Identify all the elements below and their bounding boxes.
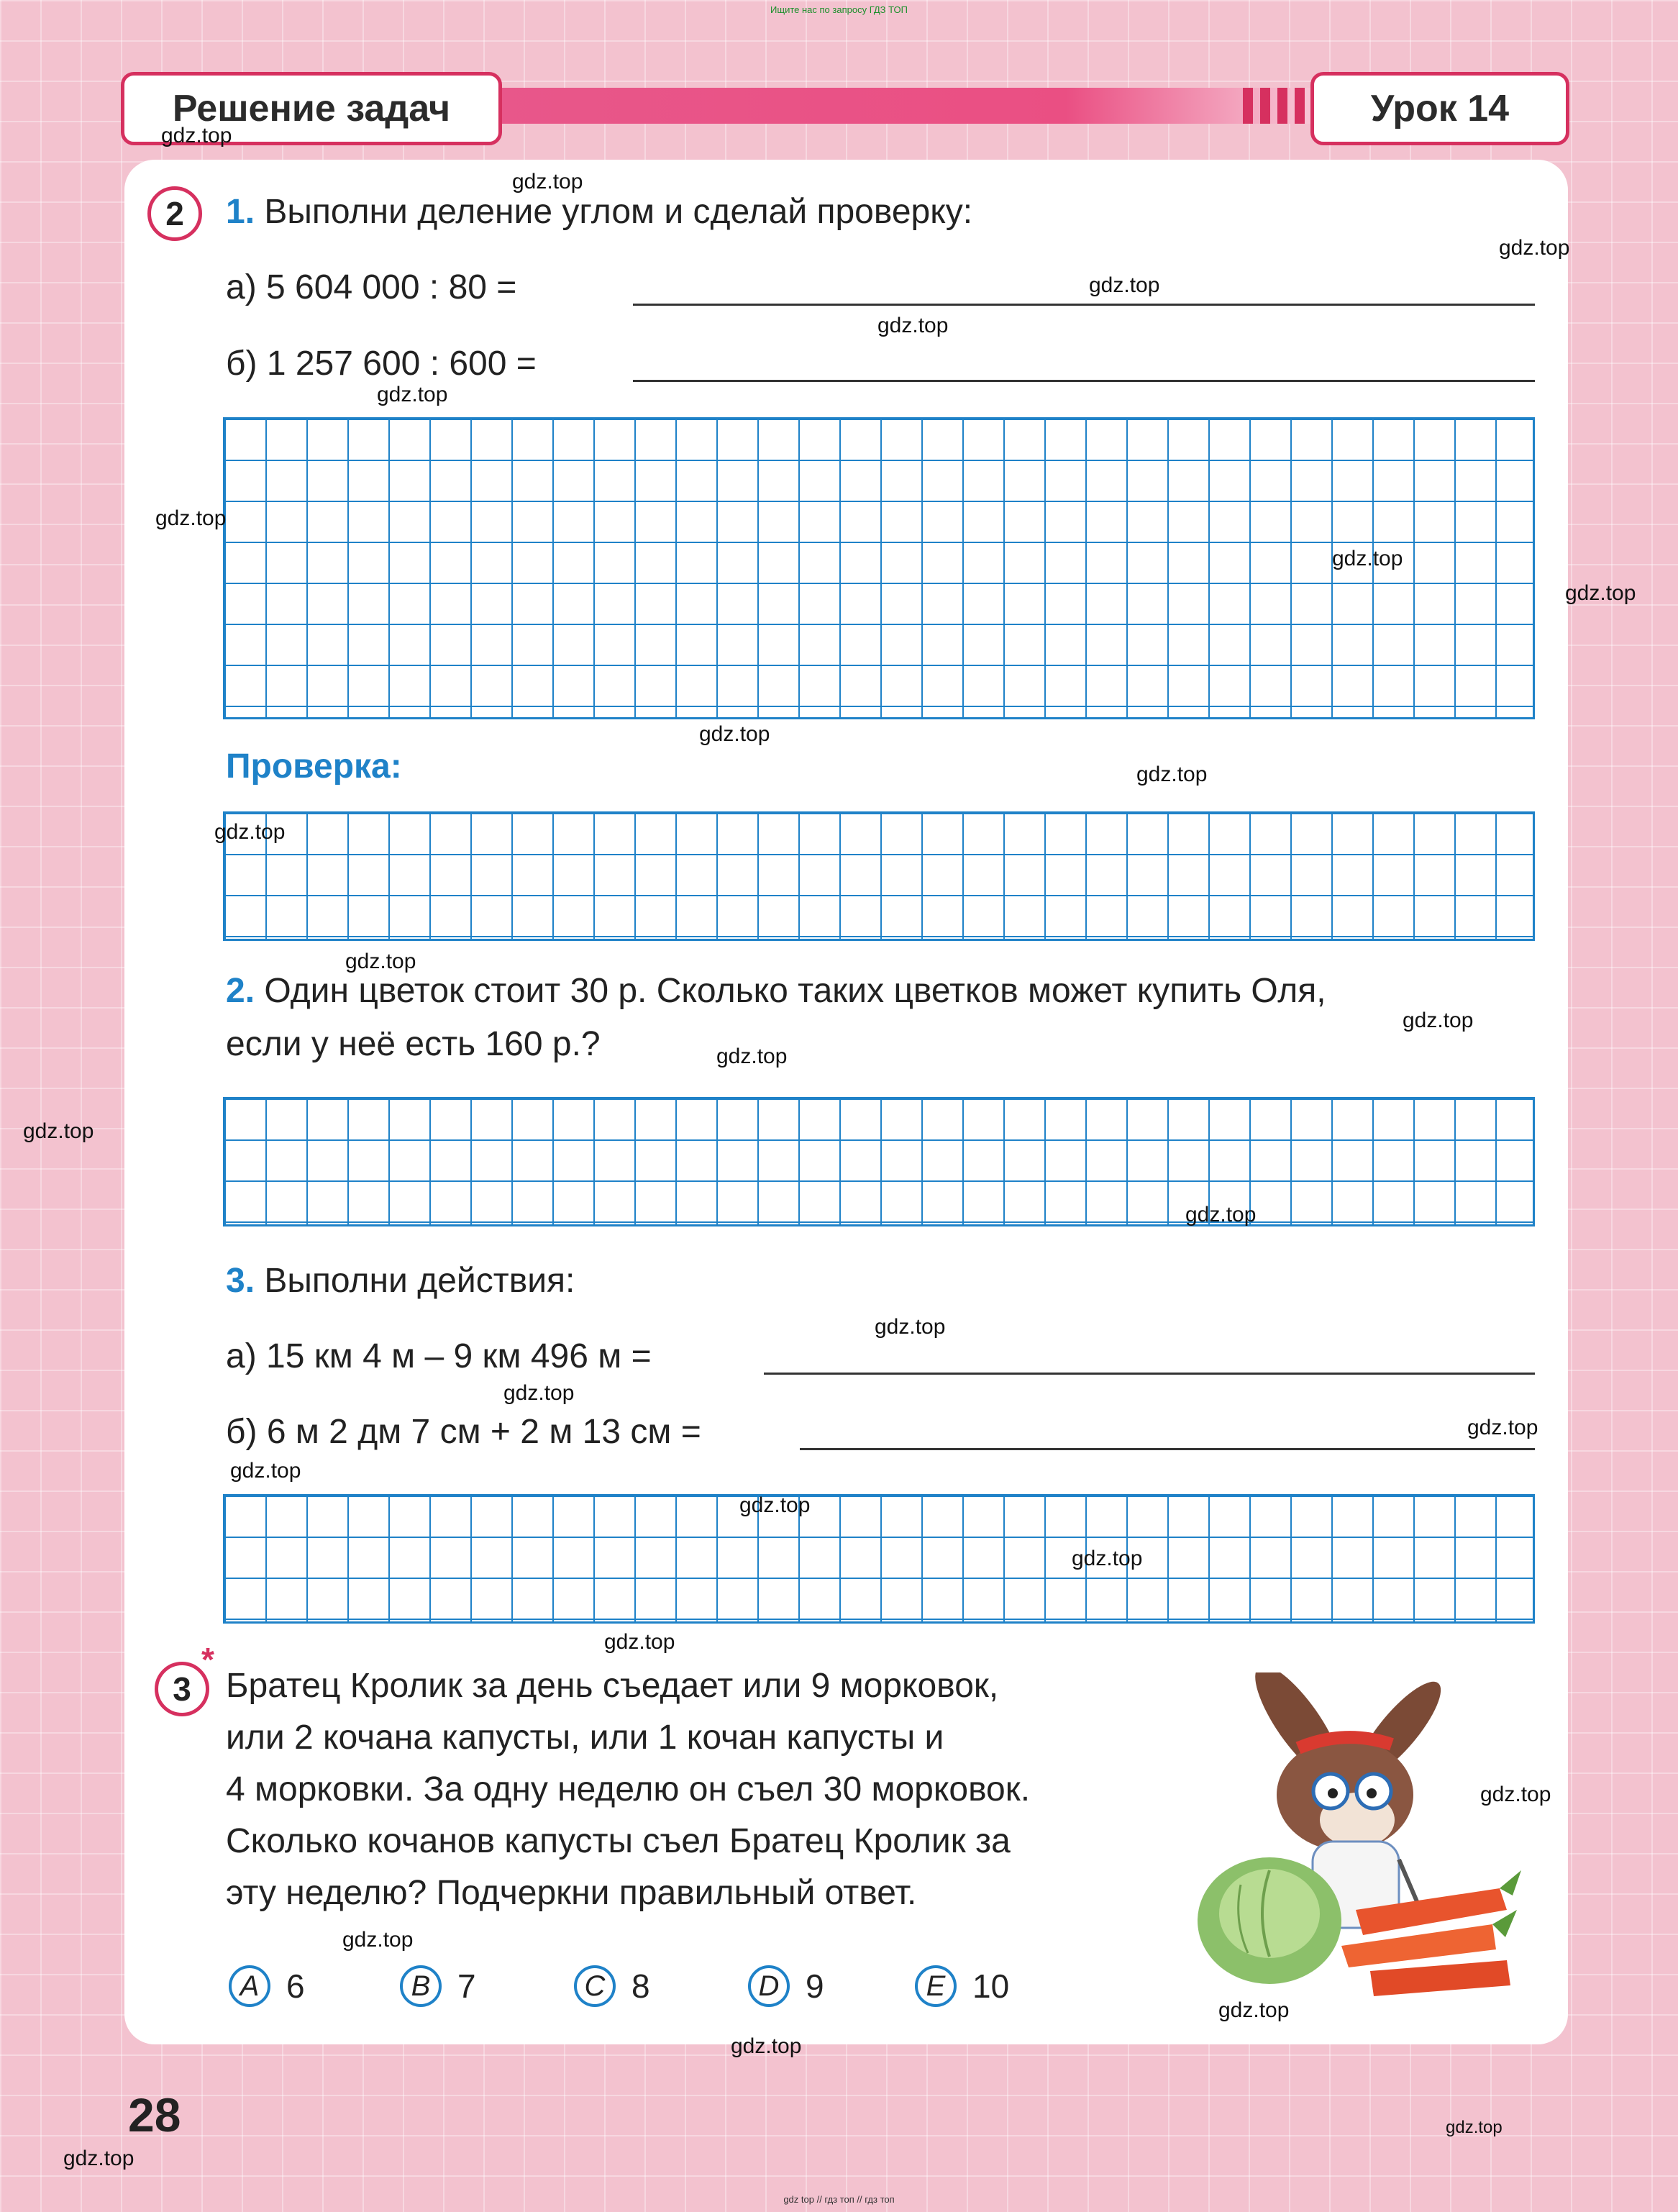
exercise-text: Выполни действия: bbox=[264, 1262, 575, 1300]
answer-line-b[interactable] bbox=[633, 380, 1535, 382]
option-letter: B bbox=[400, 1965, 442, 2007]
watermark: gdz.top bbox=[1072, 1547, 1143, 1570]
header-stripe bbox=[1295, 88, 1305, 124]
watermark: gdz.top bbox=[155, 506, 227, 530]
exercise-2-line2: если у неё есть 160 р.? bbox=[226, 1025, 601, 1063]
text-line: эту неделю? Подчеркни правильный ответ. bbox=[226, 1874, 917, 1912]
exercise-number: 1. bbox=[226, 193, 255, 231]
answer-line-3b[interactable] bbox=[800, 1448, 1535, 1450]
option-value: 10 bbox=[972, 1967, 1010, 2005]
work-grid-3[interactable] bbox=[223, 1494, 1535, 1624]
watermark: gdz.top bbox=[1185, 1203, 1257, 1226]
watermark: gdz.top bbox=[161, 124, 232, 147]
watermark: gdz.top bbox=[230, 1459, 301, 1483]
header-stripe bbox=[1277, 88, 1287, 124]
watermark: gdz.top bbox=[345, 950, 416, 973]
watermark: gdz.top bbox=[1218, 1998, 1290, 2022]
text-line: или 2 кочана капусты, или 1 кочан капусты и bbox=[226, 1719, 944, 1757]
watermark: gdz.top bbox=[1332, 547, 1403, 570]
answer-option-d[interactable] bbox=[748, 1965, 824, 2007]
page-number: 28 bbox=[128, 2088, 181, 2142]
exercise-number: 3. bbox=[226, 1262, 255, 1300]
task-badge: 2 bbox=[147, 186, 202, 241]
option-value: 6 bbox=[286, 1967, 305, 2005]
watermark: gdz.top bbox=[512, 170, 583, 194]
answer-line-3a[interactable] bbox=[764, 1373, 1535, 1375]
watermark: gdz.top bbox=[1136, 763, 1208, 786]
exercise-number: 2. bbox=[226, 972, 255, 1010]
watermark: gdz.top bbox=[63, 2147, 134, 2170]
header-band bbox=[495, 88, 1310, 124]
expression-3a: а) 15 км 4 м – 9 км 496 м = bbox=[226, 1337, 652, 1375]
watermark: gdz.top bbox=[1565, 581, 1636, 605]
exercise-3-heading bbox=[226, 1261, 575, 1301]
watermark: gdz.top bbox=[875, 1315, 946, 1339]
text-line: Братец Кролик за день съедает или 9 морковок, bbox=[226, 1667, 999, 1705]
watermark: gdz.top bbox=[1467, 1416, 1538, 1439]
watermark: gdz.top bbox=[214, 820, 286, 844]
answer-grid[interactable] bbox=[223, 1097, 1535, 1226]
option-letter: A bbox=[229, 1965, 270, 2007]
option-value: 7 bbox=[457, 1967, 476, 2005]
watermark: gdz.top bbox=[377, 383, 448, 406]
watermark: gdz.top bbox=[1089, 273, 1160, 297]
check-label: Проверка: bbox=[226, 747, 402, 786]
bottom-note: gdz top // гдз топ // гдз топ bbox=[783, 2194, 895, 2205]
header-stripe bbox=[1243, 88, 1253, 124]
option-value: 9 bbox=[806, 1967, 824, 2005]
answer-option-e[interactable] bbox=[915, 1965, 1009, 2007]
option-value: 8 bbox=[631, 1967, 650, 2005]
option-letter: E bbox=[915, 1965, 957, 2007]
text-line: Сколько кочанов капусты съел Братец Кролик за bbox=[226, 1822, 1011, 1860]
answer-line-a[interactable] bbox=[633, 304, 1535, 306]
expression-a: а) 5 604 000 : 80 = bbox=[226, 268, 517, 306]
answer-option-b[interactable] bbox=[400, 1965, 476, 2007]
exercise-2-line1 bbox=[226, 971, 1326, 1011]
option-letter: C bbox=[574, 1965, 616, 2007]
answer-option-a[interactable] bbox=[229, 1965, 305, 2007]
cabbage-icon bbox=[1198, 1857, 1341, 1984]
text-line: 4 морковки. За одну неделю он съел 30 морковок. bbox=[226, 1770, 1031, 1808]
exercise-text: Выполни деление углом и сделай проверку: bbox=[264, 193, 973, 231]
exercise-1-heading bbox=[226, 192, 972, 232]
rabbit-illustration bbox=[1190, 1672, 1536, 2011]
watermark: gdz.top bbox=[342, 1928, 414, 1952]
expression-3b: б) 6 м 2 дм 7 см + 2 м 13 см = bbox=[226, 1413, 701, 1451]
watermark: gdz.top bbox=[877, 314, 949, 337]
expression-b: б) 1 257 600 : 600 = bbox=[226, 345, 537, 383]
option-letter: D bbox=[748, 1965, 790, 2007]
watermark: gdz.top bbox=[1480, 1783, 1551, 1806]
lesson-label: Урок 14 bbox=[1310, 72, 1569, 145]
watermark: gdz.top bbox=[23, 1119, 94, 1143]
header-stripe bbox=[1260, 88, 1270, 124]
check-grid[interactable] bbox=[223, 811, 1535, 941]
watermark: gdz.top bbox=[604, 1630, 675, 1654]
watermark: gdz.top bbox=[1403, 1009, 1474, 1032]
exercise-text: Один цветок стоит 30 р. Сколько таких цветков может купить Оля, bbox=[264, 972, 1326, 1010]
topic-title: Решение задач bbox=[121, 72, 502, 145]
task-3-text bbox=[226, 1660, 1161, 1919]
watermark: gdz.top bbox=[731, 2034, 802, 2058]
watermark: gdz.top bbox=[716, 1044, 788, 1068]
watermark: gdz.top bbox=[1499, 236, 1570, 260]
answer-option-c[interactable] bbox=[574, 1965, 650, 2007]
top-note: Ищите нас по запросу ГДЗ ТОП bbox=[770, 4, 908, 15]
watermark: gdz.top bbox=[699, 722, 770, 746]
star-icon: * bbox=[201, 1641, 214, 1678]
watermark: gdz.top bbox=[503, 1381, 575, 1405]
watermark: gdz.top bbox=[1446, 2118, 1503, 2137]
task-badge: 3 bbox=[155, 1662, 209, 1716]
watermark: gdz.top bbox=[739, 1493, 811, 1517]
